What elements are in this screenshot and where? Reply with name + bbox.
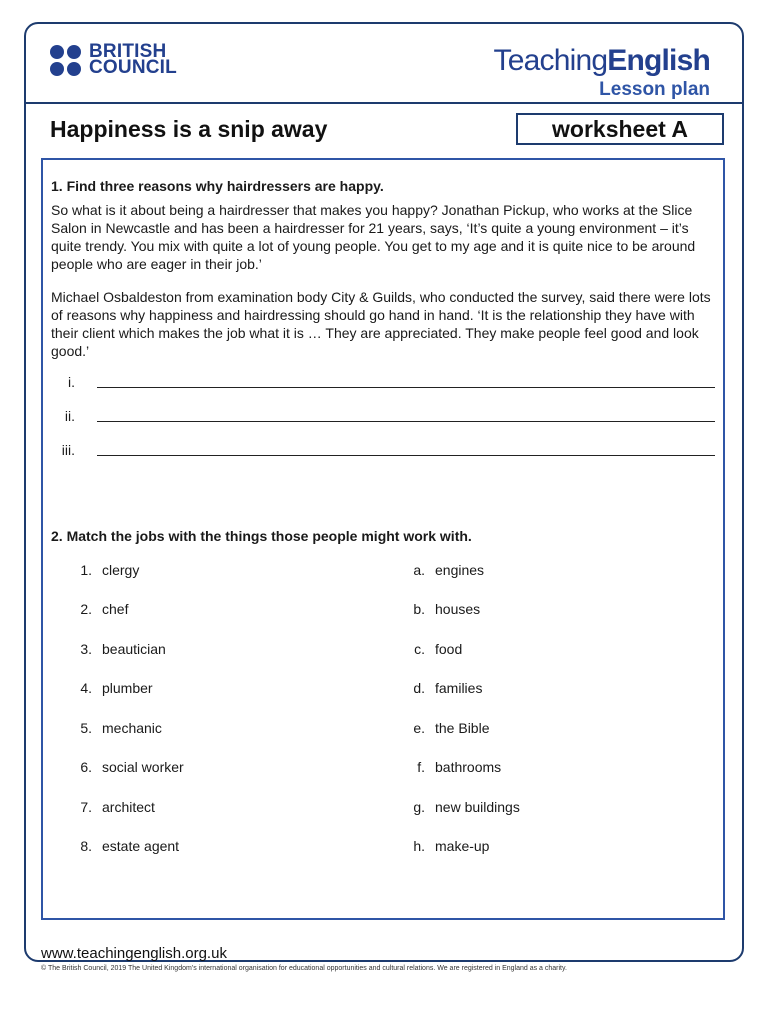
job-label: clergy (102, 562, 140, 578)
logo-text (89, 41, 177, 78)
job-label: social worker (102, 759, 184, 775)
thing-letter: b. (413, 601, 425, 617)
thing-letter: h. (413, 838, 425, 854)
thing-label: houses (435, 601, 481, 617)
job-number: 6. (80, 759, 92, 775)
job-item (80, 641, 166, 657)
thing-item (413, 799, 520, 815)
logo-line-1: BRITISH (89, 41, 167, 62)
page-title: Happiness is a snip away (50, 116, 328, 142)
worksheet-label: worksheet A (552, 115, 688, 142)
job-number: 1. (80, 562, 92, 578)
brand-name (494, 44, 710, 78)
teaching-english-brand (494, 44, 710, 101)
logo-dots-icon (50, 45, 81, 76)
answer-line-rule (97, 387, 715, 388)
thing-item (414, 641, 463, 657)
footer-url-link[interactable]: www.teachingenglish.org.uk (41, 945, 227, 962)
job-label: architect (102, 799, 155, 815)
thing-label: families (435, 680, 483, 696)
header-divider (24, 102, 744, 104)
job-label: estate agent (102, 838, 180, 854)
answer-line-number: i. (68, 374, 75, 390)
section1-paragraph-1: So what is it about being a hairdresser that makes you happy? Jonathan Pickup, who works at the Slice Salon in Newcastle and has been a hairdresser for 21 years, says, ‘It’s quite a young environment – it’s quite trendy. You mix with quite a lot of young people. You get to my age and it is quite nice to be around people who are eager in their job.’ (51, 202, 696, 272)
brand-subtitle: Lesson plan (599, 79, 710, 100)
job-number: 3. (80, 641, 92, 657)
content-box (41, 158, 725, 920)
job-item (80, 680, 153, 696)
job-label: mechanic (102, 720, 162, 736)
thing-letter: f. (417, 759, 425, 775)
answer-line-2[interactable] (51, 408, 715, 428)
job-label: beautician (102, 641, 166, 657)
thing-label: bathrooms (435, 759, 502, 775)
thing-item (413, 601, 481, 617)
thing-letter: e. (413, 720, 425, 736)
thing-item (417, 759, 502, 775)
thing-item (413, 680, 483, 696)
logo-line-2: COUNCIL (89, 57, 177, 78)
job-number: 7. (80, 799, 92, 815)
job-number: 2. (80, 601, 92, 617)
thing-label: food (435, 641, 463, 657)
brand-bold: English (607, 44, 710, 77)
answer-line-number: ii. (64, 408, 75, 424)
thing-label: the Bible (435, 720, 490, 736)
job-item (80, 720, 162, 736)
job-label: chef (102, 601, 129, 617)
thing-item (413, 720, 490, 736)
section1-heading: 1. Find three reasons why hairdressers are happy. (51, 178, 384, 194)
section1-paragraph-2: Michael Osbaldeston from examination body City & Guilds, who conducted the survey, said there were lots of reasons why happiness and hairdressing should go hand in hand. ‘It is the relationship they have with their client which makes the job what it is … They are appreciated. They make people feel good and look good.’ (51, 289, 711, 359)
answer-line-3[interactable] (51, 442, 715, 462)
thing-label: new buildings (435, 799, 520, 815)
job-item (80, 601, 129, 617)
thing-letter: a. (413, 562, 425, 578)
answer-line-rule (97, 421, 715, 422)
job-item (80, 799, 155, 815)
worksheet-label-box (516, 113, 724, 145)
section2-heading: 2. Match the jobs with the things those people might work with. (51, 528, 472, 544)
job-number: 5. (80, 720, 92, 736)
thing-letter: d. (413, 680, 425, 696)
british-council-logo (50, 41, 177, 78)
footer-copyright: © The British Council, 2019 The United Kingdom’s international organisation for educational opportunities and cultural relations. We are registered in England as a charity. (41, 965, 567, 972)
answer-line-rule (97, 455, 715, 456)
job-item (80, 838, 180, 854)
thing-label: engines (435, 562, 485, 578)
thing-item (413, 838, 490, 854)
job-number: 8. (80, 838, 92, 854)
job-item (80, 759, 184, 775)
answer-line-number: iii. (61, 442, 75, 458)
brand-light: Teaching (493, 44, 608, 77)
job-number: 4. (80, 680, 92, 696)
thing-label: make-up (435, 838, 490, 854)
thing-letter: g. (413, 799, 425, 815)
answer-line-1[interactable] (51, 374, 715, 394)
thing-item (413, 562, 485, 578)
job-label: plumber (102, 680, 153, 696)
thing-letter: c. (414, 641, 425, 657)
job-item (80, 562, 140, 578)
